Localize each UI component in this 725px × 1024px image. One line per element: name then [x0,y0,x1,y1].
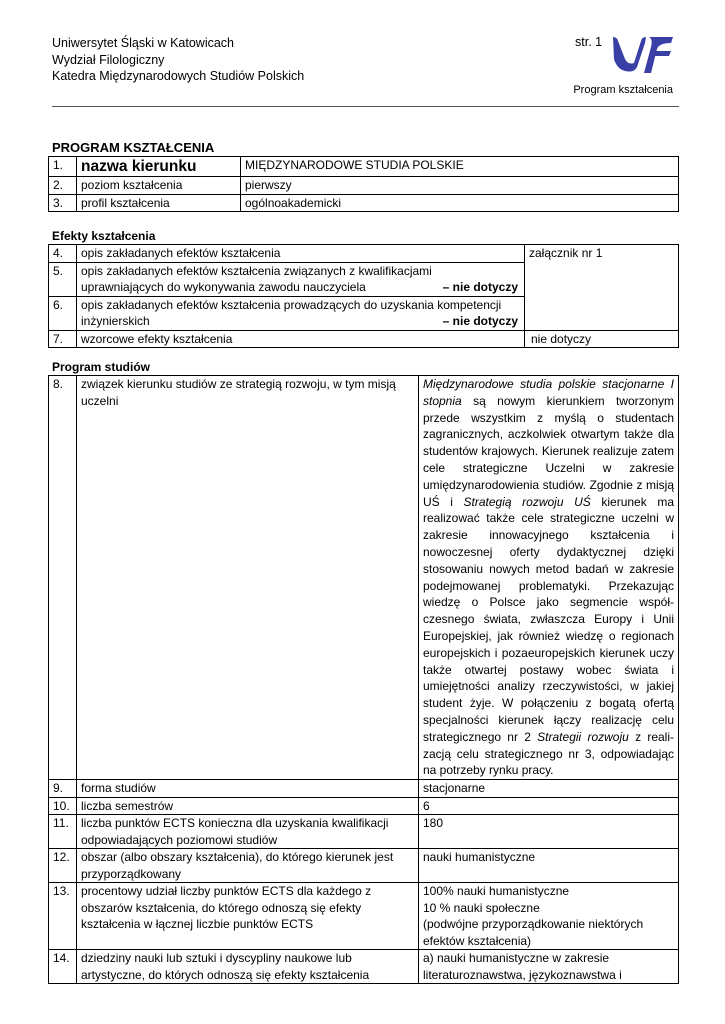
department-name: Katedra Międzynarodowych Studiów Polskich [52,69,305,83]
italic-text: Międzynarodowe studia polskie stacjonarne I stopnia [423,377,674,408]
row-value [419,376,679,780]
document-title: PROGRAM KSZTAŁCENIA [52,140,215,155]
row-value [419,883,679,950]
page-header-left [52,35,304,85]
page-number: str. 1 [575,35,603,49]
university-name: Uniwersytet Śląski w Katowicach [52,36,235,50]
row-label-line [81,279,520,296]
table-row [49,376,679,780]
table-row [49,849,679,883]
row-number: 13. [49,883,77,950]
row-label-line [81,313,520,330]
table-row [49,797,679,815]
value-line: literaturoznawstwa, językoznawstwa i [423,967,622,982]
row-value: 6 [419,797,679,815]
row-label: liczba semestrów [77,797,419,815]
row-value: nie dotyczy [525,330,679,348]
row-label-line: opis zakładanych efektów kształcenia związanych z kwalifikacjami [81,263,432,278]
value-line: 10 % nauki społeczne [423,900,540,915]
row-label-text: inżynierskich [81,314,150,328]
row-label: związek kierunku studiów ze strategią rozwoju, w tym misją uczelni [77,376,419,780]
table-row [49,177,679,195]
row-value [419,950,679,984]
row-label [77,296,525,330]
row-label: opis zakładanych efektów kształcenia [77,245,525,263]
row-value: nauki humanistyczne [419,849,679,883]
program-label: Program kształcenia [573,84,673,96]
table-row [49,815,679,849]
row-label-text: uprawniających do wykonywania zawodu nauczyciela [81,280,366,294]
row-label: liczba punktów ECTS konieczna dla uzyskania kwalifikacji odpowiadających poziomowi studiów [77,815,419,849]
row-value: 180 [419,815,679,849]
row-label: wzorcowe efekty kształcenia [77,330,525,348]
not-applicable-note: – nie dotyczy [442,280,518,294]
row-number: 14. [49,950,77,984]
section-title-effects: Efekty kształcenia [52,229,156,243]
table-row [49,157,679,177]
italic-text: Strategią rozwoju UŚ [463,494,591,509]
row-label: dziedziny nauki lub sztuki i dyscypliny naukowe lub artystyczne, do których odnoszą się efekty kształcenia [77,950,419,984]
table-row [49,245,679,263]
row-value: ogólnoakademicki [241,194,679,212]
row-number: 11. [49,815,77,849]
row-number: 3. [49,194,77,212]
program-table [48,375,679,984]
row-number: 5. [49,262,77,296]
row-number: 9. [49,780,77,798]
row-number: 7. [49,330,77,348]
row-number: 1. [49,157,77,177]
table-row [49,194,679,212]
faculty-name: Wydział Filologiczny [52,52,165,67]
row-value: stacjonarne [419,780,679,798]
basic-info-table [48,156,679,212]
row-label: procentowy udział liczby punktów ECTS dla każdego z obszarów kształcenia, do którego odnoszą się efekty kształcenia w łącznej liczbie punktów ECTS [77,883,419,950]
row-number: 6. [49,296,77,330]
value-line: a) nauki humanistyczne w zakresie [423,951,610,966]
row-number: 2. [49,177,77,195]
row-label [77,262,525,296]
not-applicable-note: – nie dotyczy [442,314,518,328]
value-text: są nowym kierunkiem tworzonym przede wszystkim z myślą o studentach zagranicznych, aczkolwiek otwartym także dla studentów krajowych. Kierunek realizuje zatem cele strategiczne Uczelni w zakresie umiędzynarodowienia studiów. Zgodnie z misją UŚ i [423,393,674,509]
row-number: 10. [49,797,77,815]
university-logo-icon [611,33,675,77]
row-label: forma studiów [77,780,419,798]
row-value: załącznik nr 1 [525,245,679,331]
row-number: 12. [49,849,77,883]
value-text: z reali-zacją celu strategicznego nr 3, odpowiadając na potrzeby rynku pracy. [423,729,674,778]
row-label: nazwa kierunku [77,157,241,177]
table-row [49,330,679,348]
row-number: 8. [49,376,77,780]
row-value: MIĘDZYNARODOWE STUDIA POLSKIE [241,157,679,177]
effects-table [48,244,679,348]
value-line: 100% nauki humanistyczne [423,884,570,899]
value-line: (podwójne przyporządkowanie niektórych efektów kształcenia) [423,917,644,948]
row-label: profil kształcenia [77,194,241,212]
table-row [49,883,679,950]
row-label: obszar (albo obszary kształcenia), do którego kierunek jest przyporządkowany [77,849,419,883]
table-row [49,950,679,984]
italic-text: Strategii rozwoju [537,729,629,744]
header-divider [52,106,679,107]
value-text: kierunek ma realizować także cele strategiczne uczelni w zakresie innowacyjnego kształcenia i nowoczesnej oferty dydaktycznej dzięki stosowaniu nowych metod badań w zakresie podejmowanej problematyki. Przekazując wiedzę o Polsce jako segmencie współ-czesnego świata, zwłaszcza Europy i Unii Europejskiej, jak również wiedzę o regionach europejskich i pozaeuropejskich kierunek uczy także otwartej postawy wobec świata i umiejętności analizy rzeczywistości, w jakiej student żyje. W połączeniu z bogatą ofertą specjalności kierunek łączy realizację celu strategicznego nr 2 [423,494,674,744]
row-label: poziom kształcenia [77,177,241,195]
row-value: pierwszy [241,177,679,195]
row-number: 4. [49,245,77,263]
row-label-line: opis zakładanych efektów kształcenia prowadzących do uzyskania kompetencji [81,297,502,312]
table-row [49,780,679,798]
section-title-program: Program studiów [52,360,151,374]
